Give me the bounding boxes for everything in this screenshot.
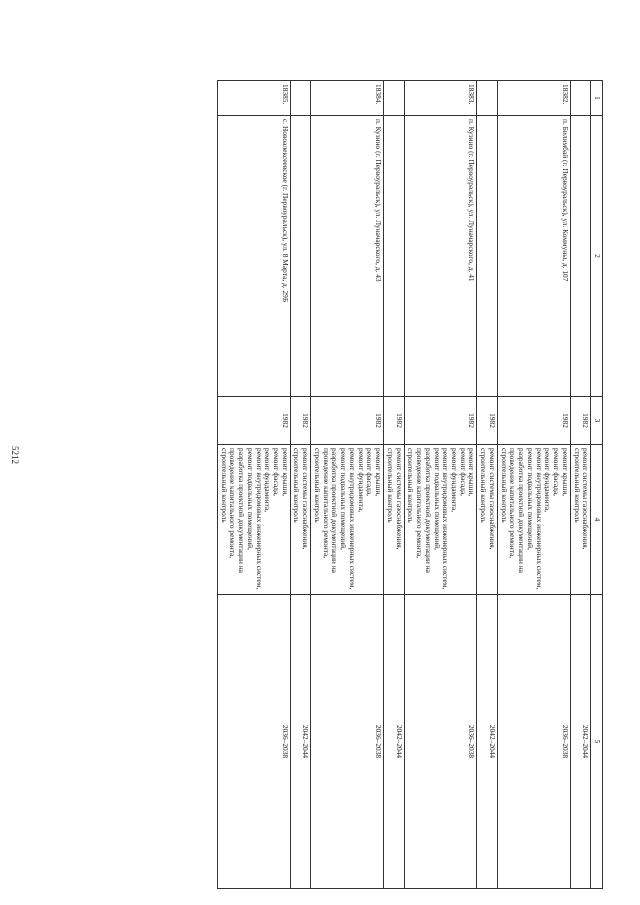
address-cell — [290, 116, 310, 397]
table-row — [384, 81, 404, 889]
row-number-cell — [384, 81, 404, 116]
period-cell: 2036–2038 — [311, 595, 384, 889]
year-cell: 1982 — [290, 397, 310, 445]
work-item: ремонт внутридомовых инженерных систем, — [534, 448, 544, 590]
period-cell: 2036–2038 — [497, 595, 570, 889]
work-item: ремонт фасада, — [365, 448, 375, 496]
work-item: ремонт системы газоснабжения, — [581, 448, 591, 550]
work-item: ремонт системы газоснабжения, — [301, 448, 311, 550]
work-item: строительный контроль — [479, 448, 489, 523]
table-row — [477, 81, 497, 889]
table-row — [497, 81, 570, 889]
work-item: строительный контроль — [572, 448, 582, 523]
repair-schedule-table — [217, 80, 603, 889]
work-item: проведение капитального ремонта, — [508, 448, 518, 559]
year-cell: 1982 — [384, 397, 404, 445]
row-number-cell: 18384. — [311, 81, 384, 116]
year-cell: 1982 — [477, 397, 497, 445]
period-cell: 2042–2044 — [384, 595, 404, 889]
work-item: ремонт подвальных помещений, — [525, 448, 535, 550]
work-item: ремонт крыши, — [280, 448, 290, 497]
address-cell: с. Новоалексеевское (г. Первоуральск), ул. 8 Марта, д. 29Б — [217, 116, 290, 397]
work-item: ремонт крыши, — [560, 448, 570, 497]
work-item: строительный контроль — [385, 448, 395, 523]
work-item: проведение капитального ремонта, — [321, 448, 331, 559]
work-item: разработка проектной документации на — [517, 448, 527, 573]
work-item: ремонт внутридомовых инженерных систем, — [254, 448, 264, 590]
table-row — [311, 81, 384, 889]
year-cell: 1982 — [404, 397, 477, 445]
work-item: ремонт подвальных помещений, — [245, 448, 255, 550]
work-item: ремонт фасада, — [272, 448, 282, 496]
header-col-5: 5 — [591, 595, 603, 889]
table-row — [570, 81, 590, 889]
works-cell — [570, 445, 590, 595]
work-item: разработка проектной документации на — [330, 448, 340, 573]
page-number: 5212 — [10, 446, 20, 464]
address-cell — [477, 116, 497, 397]
header-col-2: 2 — [591, 116, 603, 397]
period-cell: 2042–2044 — [290, 595, 310, 889]
period-cell: 2042–2044 — [570, 595, 590, 889]
year-cell: 1982 — [497, 397, 570, 445]
table-body — [217, 81, 590, 889]
work-item: ремонт системы газоснабжения, — [487, 448, 497, 550]
row-number-cell: 18385. — [217, 81, 290, 116]
table-header-row — [591, 81, 603, 889]
work-item: ремонт подвальных помещений, — [432, 448, 442, 550]
work-item: проведение капитального ремонта, — [415, 448, 425, 559]
header-col-4: 4 — [591, 445, 603, 595]
work-item: строительный контроль — [406, 448, 416, 523]
period-cell: 2036–2038 — [217, 595, 290, 889]
row-number-cell: 18382. — [497, 81, 570, 116]
address-cell — [384, 116, 404, 397]
works-cell — [290, 445, 310, 595]
works-cell — [384, 445, 404, 595]
work-item: ремонт фасада, — [552, 448, 562, 496]
year-cell: 1982 — [311, 397, 384, 445]
period-cell: 2042–2044 — [477, 595, 497, 889]
year-cell: 1982 — [217, 397, 290, 445]
works-cell — [311, 445, 384, 595]
row-number-cell — [570, 81, 590, 116]
work-item: ремонт фундамента, — [449, 448, 459, 513]
work-item: строительный контроль — [292, 448, 302, 523]
work-item: разработка проектной документации на — [423, 448, 433, 573]
work-item: строительный контроль — [312, 448, 322, 523]
address-cell: п. Кузино (г. Первоуральск), ул. Луначарского, д. 41 — [404, 116, 477, 397]
row-number-cell — [477, 81, 497, 116]
work-item: ремонт крыши, — [374, 448, 384, 497]
table-row — [290, 81, 310, 889]
rotated-table-wrapper — [77, 80, 603, 888]
header-col-1: 1 — [591, 81, 603, 116]
work-item: ремонт внутридомовых инженерных систем, — [347, 448, 357, 590]
address-cell: п. Билимбай (г. Первоуральск), ул. Коммуны, д. 107 — [497, 116, 570, 397]
row-number-cell — [290, 81, 310, 116]
work-item: ремонт подвальных помещений, — [339, 448, 349, 550]
work-item: ремонт крыши, — [467, 448, 477, 497]
work-item: ремонт внутридомовых инженерных систем, — [441, 448, 451, 590]
address-cell: п. Кузино (г. Первоуральск), ул. Луначарского, д. 43 — [311, 116, 384, 397]
table-row — [404, 81, 477, 889]
work-item: ремонт системы газоснабжения, — [394, 448, 404, 550]
works-cell — [217, 445, 290, 595]
work-item: ремонт фундамента, — [356, 448, 366, 513]
work-item: строительный контроль — [219, 448, 229, 523]
works-cell — [404, 445, 477, 595]
works-cell — [477, 445, 497, 595]
table-row — [217, 81, 290, 889]
works-cell — [497, 445, 570, 595]
work-item: ремонт фундамента, — [543, 448, 553, 513]
work-item: ремонт фасада, — [458, 448, 468, 496]
address-cell — [570, 116, 590, 397]
year-cell: 1982 — [570, 397, 590, 445]
work-item: разработка проектной документации на — [237, 448, 247, 573]
work-item: строительный контроль — [499, 448, 509, 523]
work-item: ремонт фундамента, — [263, 448, 273, 513]
work-item: проведение капитального ремонта, — [228, 448, 238, 559]
header-col-3: 3 — [591, 397, 603, 445]
period-cell: 2036–2038 — [404, 595, 477, 889]
row-number-cell: 18383. — [404, 81, 477, 116]
